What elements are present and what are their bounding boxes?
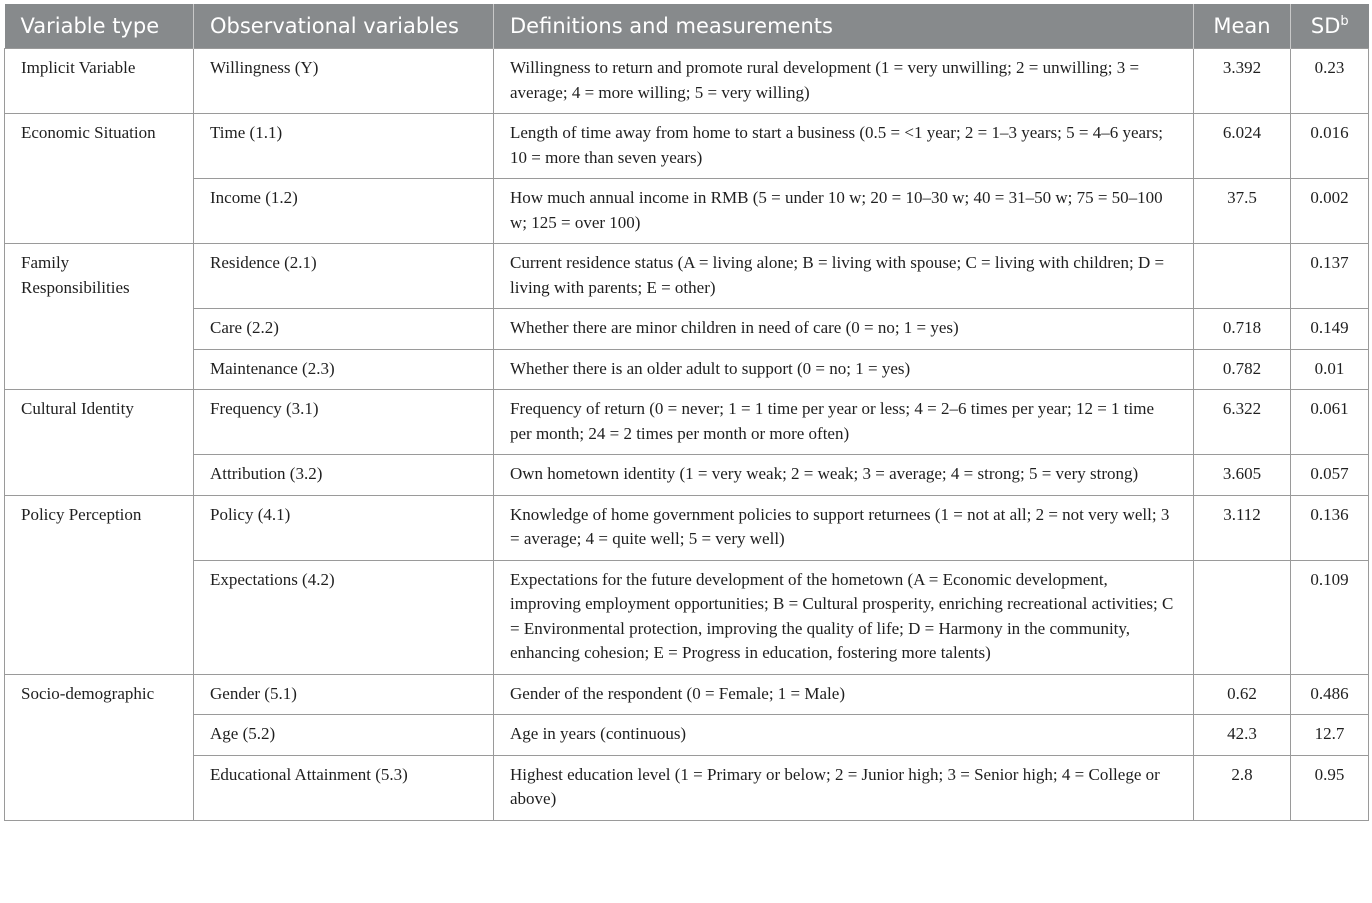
table-row [5,390,1369,455]
sd-cell: 0.002 [1291,179,1369,244]
mean-cell: 37.5 [1194,179,1291,244]
table-row [5,715,1369,756]
header-definitions: Definitions and measurements [494,4,1194,49]
table-header [5,4,1369,49]
header-variable-type: Variable type [5,4,194,49]
table-row [5,179,1369,244]
definition-cell: Expectations for the future development of the hometown (A = Economic development, improving employment opportunities; B = Cultural prosperity, enriching recreational activities; C = Environmental protection, improving the quality of life; D = Harmony in the community, enhancing cohesion; E = Progress in education, fostering more talents) [494,560,1194,674]
header-sd-superscript: b [1340,14,1349,29]
table-row [5,495,1369,560]
observational-variable-cell: Willingness (Y) [194,49,494,114]
mean-cell: 6.322 [1194,390,1291,455]
sd-cell: 0.136 [1291,495,1369,560]
variables-table [4,4,1369,821]
mean-cell: 2.8 [1194,755,1291,820]
definition-cell: Own hometown identity (1 = very weak; 2 = weak; 3 = average; 4 = strong; 5 = very strong) [494,455,1194,496]
table-row [5,455,1369,496]
table-row [5,674,1369,715]
observational-variable-cell: Age (5.2) [194,715,494,756]
mean-cell: 0.62 [1194,674,1291,715]
sd-cell: 0.137 [1291,244,1369,309]
header-sd [1291,4,1369,49]
definition-cell: Frequency of return (0 = never; 1 = 1 time per year or less; 4 = 2–6 times per year; 12 = 1 time per month; 24 = 2 times per month or more often) [494,390,1194,455]
header-sd-label: SD [1310,14,1341,38]
mean-cell: 3.392 [1194,49,1291,114]
mean-cell: 3.605 [1194,455,1291,496]
sd-cell: 0.061 [1291,390,1369,455]
table-body [5,49,1369,821]
definition-cell: Gender of the respondent (0 = Female; 1 = Male) [494,674,1194,715]
observational-variable-cell: Residence (2.1) [194,244,494,309]
variable-type-cell: Cultural Identity [5,390,194,496]
sd-cell: 0.149 [1291,309,1369,350]
table-row [5,755,1369,820]
table-row [5,49,1369,114]
table-row [5,244,1369,309]
sd-cell: 0.016 [1291,114,1369,179]
observational-variable-cell: Income (1.2) [194,179,494,244]
variable-type-cell: Socio-demographic [5,674,194,820]
variable-type-cell: Economic Situation [5,114,194,244]
sd-cell: 0.057 [1291,455,1369,496]
header-row [5,4,1369,49]
mean-cell: 0.718 [1194,309,1291,350]
header-mean: Mean [1194,4,1291,49]
mean-cell [1194,560,1291,674]
sd-cell: 0.109 [1291,560,1369,674]
sd-cell: 0.01 [1291,349,1369,390]
observational-variable-cell: Time (1.1) [194,114,494,179]
definition-cell: Willingness to return and promote rural development (1 = very unwilling; 2 = unwilling; 3 = average; 4 = more willing; 5 = very willing) [494,49,1194,114]
definition-cell: Length of time away from home to start a business (0.5 = <1 year; 2 = 1–3 years; 5 = 4–6 years; 10 = more than seven years) [494,114,1194,179]
observational-variable-cell: Expectations (4.2) [194,560,494,674]
sd-cell: 0.486 [1291,674,1369,715]
variable-type-cell: Policy Perception [5,495,194,674]
definition-cell: Current residence status (A = living alone; B = living with spouse; C = living with children; D = living with parents; E = other) [494,244,1194,309]
table-row [5,309,1369,350]
header-observational-variables: Observational variables [194,4,494,49]
definition-cell: How much annual income in RMB (5 = under 10 w; 20 = 10–30 w; 40 = 31–50 w; 75 = 50–100 w; 125 = over 100) [494,179,1194,244]
observational-variable-cell: Policy (4.1) [194,495,494,560]
table-row [5,560,1369,674]
definition-cell: Whether there are minor children in need of care (0 = no; 1 = yes) [494,309,1194,350]
variable-type-cell: Implicit Variable [5,49,194,114]
mean-cell: 3.112 [1194,495,1291,560]
sd-cell: 12.7 [1291,715,1369,756]
mean-cell: 0.782 [1194,349,1291,390]
mean-cell [1194,244,1291,309]
variable-type-cell: Family Responsibilities [5,244,194,390]
definition-cell: Whether there is an older adult to support (0 = no; 1 = yes) [494,349,1194,390]
sd-cell: 0.95 [1291,755,1369,820]
observational-variable-cell: Care (2.2) [194,309,494,350]
mean-cell: 6.024 [1194,114,1291,179]
observational-variable-cell: Attribution (3.2) [194,455,494,496]
table-row [5,114,1369,179]
sd-cell: 0.23 [1291,49,1369,114]
definition-cell: Highest education level (1 = Primary or below; 2 = Junior high; 3 = Senior high; 4 = College or above) [494,755,1194,820]
mean-cell: 42.3 [1194,715,1291,756]
observational-variable-cell: Educational Attainment (5.3) [194,755,494,820]
table-row [5,349,1369,390]
observational-variable-cell: Maintenance (2.3) [194,349,494,390]
definition-cell: Knowledge of home government policies to support returnees (1 = not at all; 2 = not very well; 3 = average; 4 = quite well; 5 = very well) [494,495,1194,560]
observational-variable-cell: Gender (5.1) [194,674,494,715]
observational-variable-cell: Frequency (3.1) [194,390,494,455]
definition-cell: Age in years (continuous) [494,715,1194,756]
